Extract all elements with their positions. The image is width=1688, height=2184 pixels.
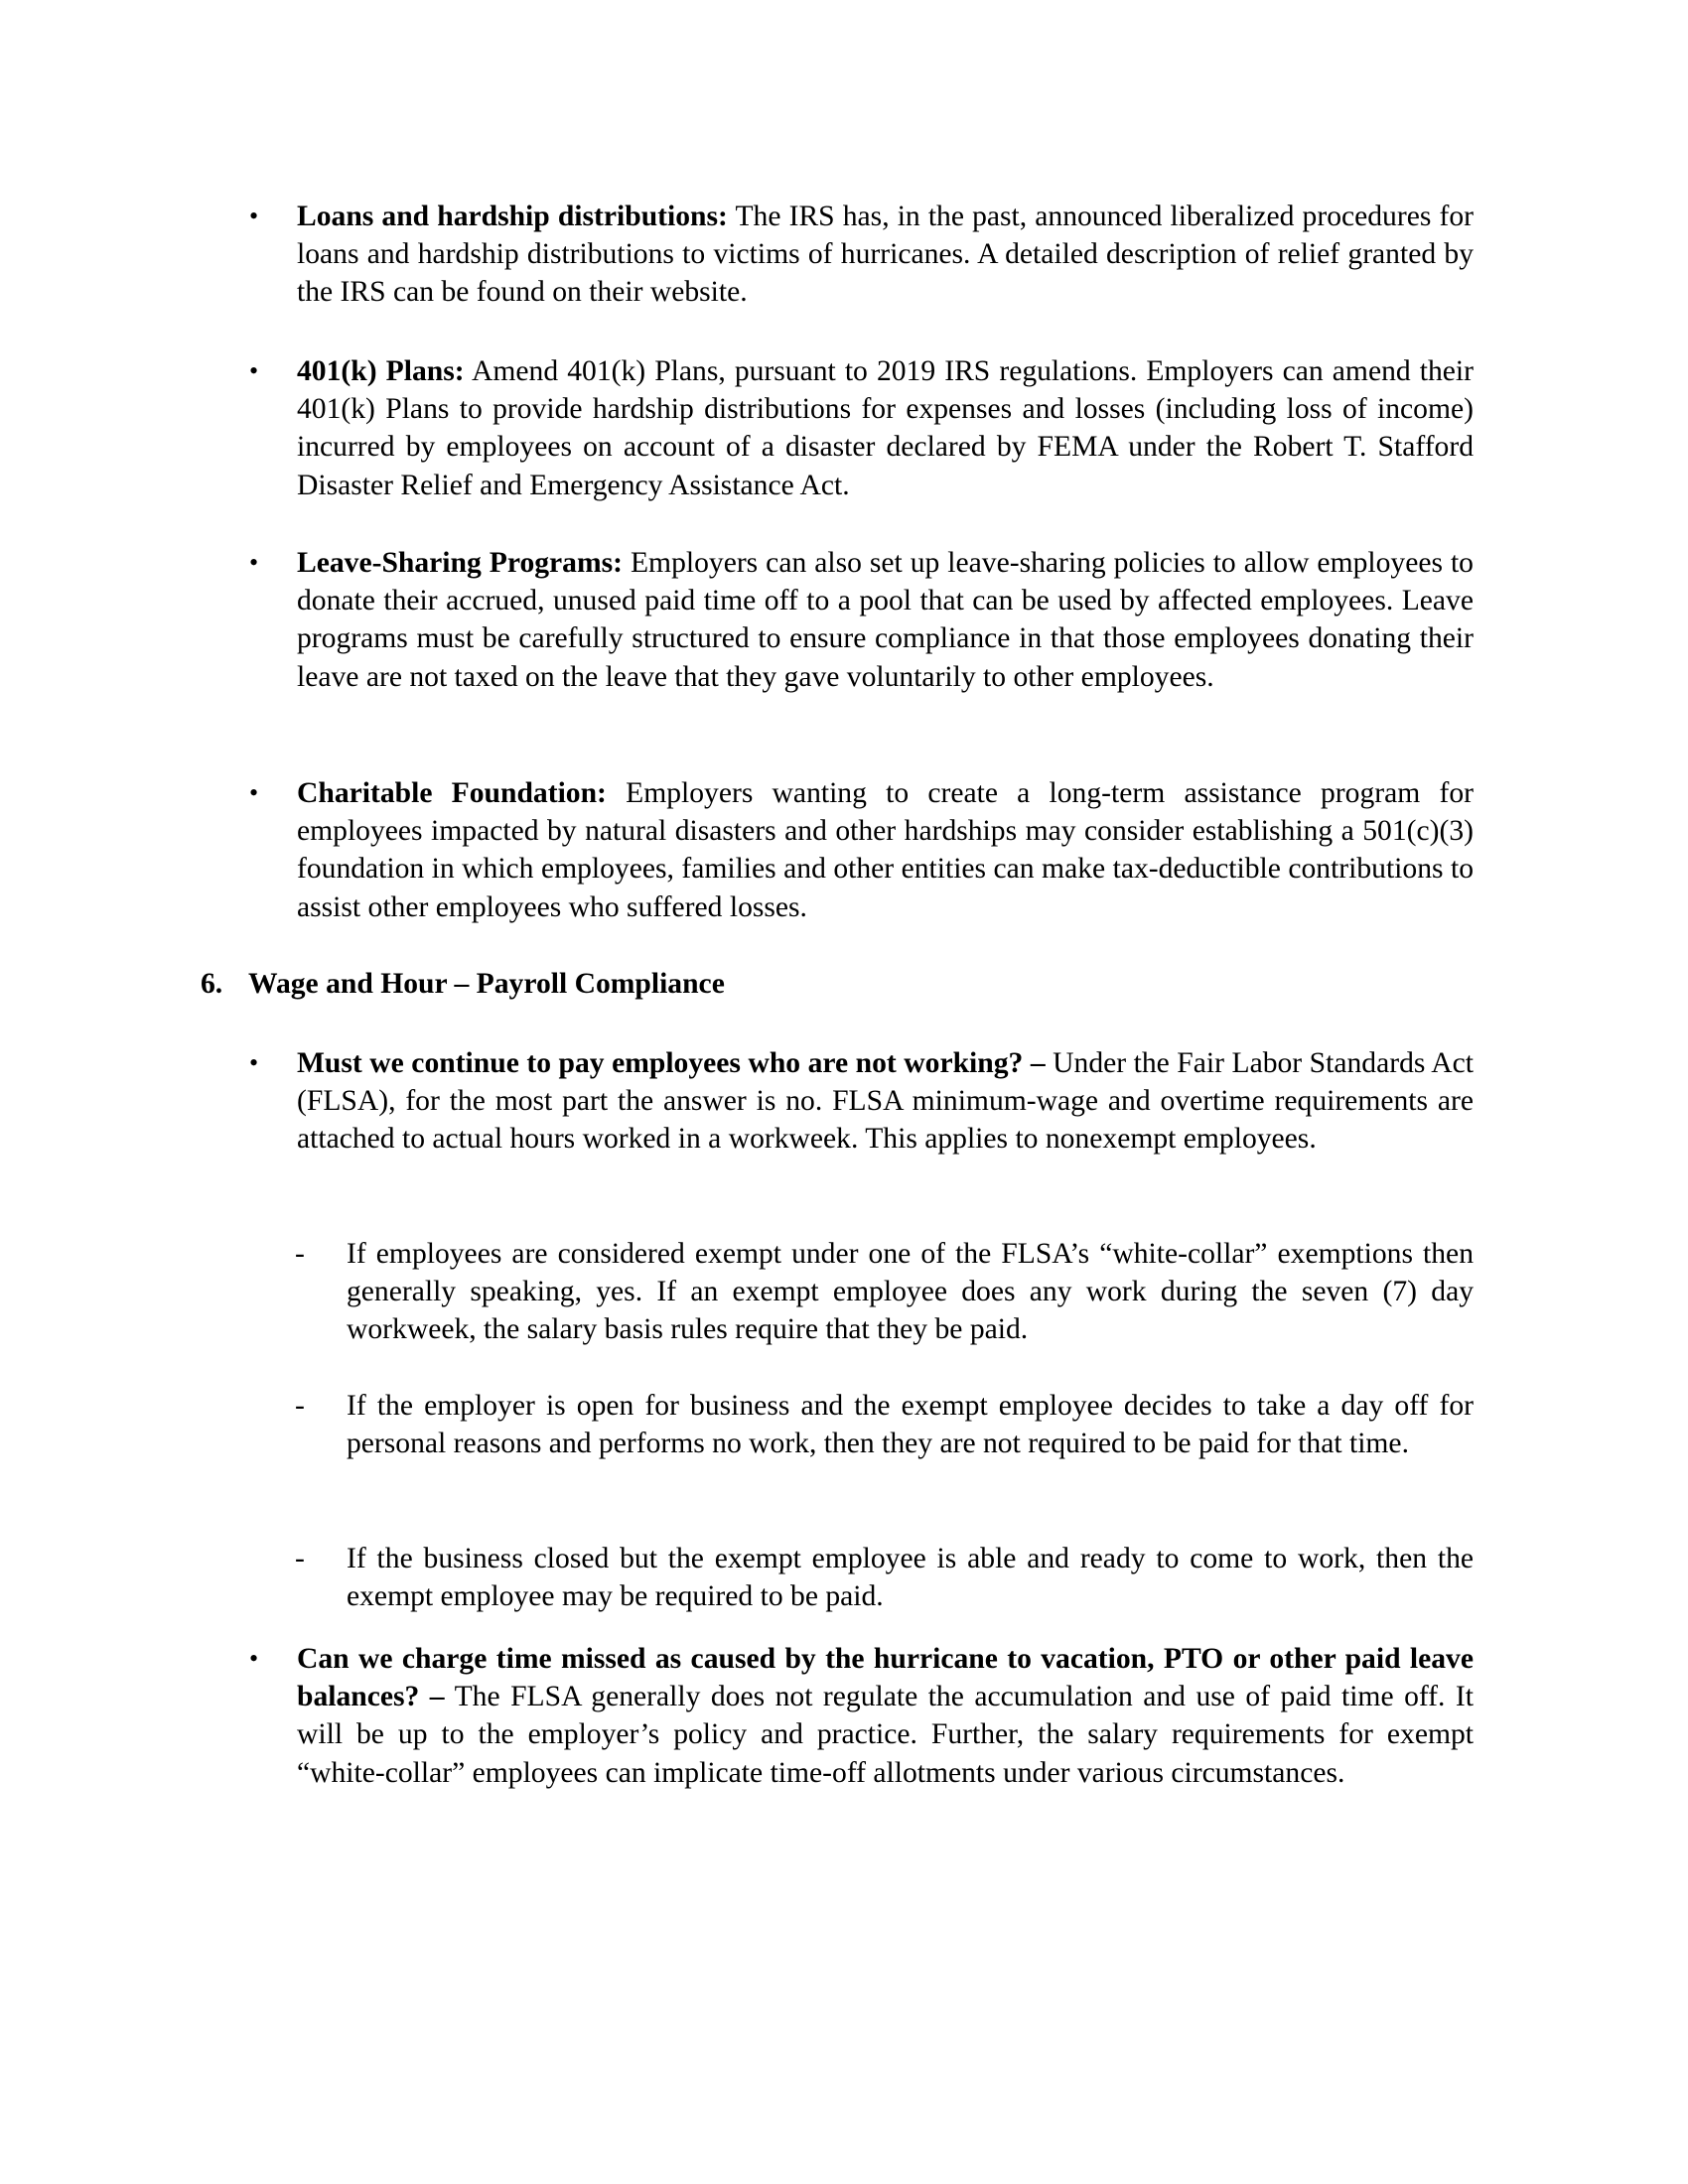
bullet-marker: • xyxy=(249,1644,259,1673)
bullet-lead: 401(k) Plans: xyxy=(297,355,465,387)
sub-item-business-closed: If the business closed but the exempt employee is able and ready to come to work, then the exempt employee may be required to be paid. xyxy=(347,1543,1474,1613)
bullet-lead: Charitable Foundation: xyxy=(297,777,607,809)
bullet-text: Amend 401(k) Plans, pursuant to 2019 IRS regulations. Employers can amend their 401(k) Plans to provide hardship distributions for expenses and losses (including loss of income) incurred by employees on account of a disaster declared by FEMA under the Robert T. Stafford Disaster Relief and Emergency Assistance Act. xyxy=(297,355,1474,501)
bullet-text: Employers wanting to create a long-term assistance program for employees impacted by natural disasters and other hardships may consider establishing a 501(c)(3) foundation in which employees, families and other entities can make tax-deductible contributions to assist other employees who suffered losses. xyxy=(297,777,1474,923)
bullet-item-leave-sharing xyxy=(297,544,1474,696)
section-title: Wage and Hour – Payroll Compliance xyxy=(248,968,725,1000)
bullet-item-pay-not-working xyxy=(297,1044,1474,1159)
bullet-text: The IRS has, in the past, announced liberalized procedures for loans and hardship distributions to victims of hurricanes. A detailed description of relief granted by the IRS can be found on their website. xyxy=(297,201,1474,309)
bullet-lead: Leave-Sharing Programs: xyxy=(297,547,623,579)
bullet-marker: • xyxy=(249,1048,259,1077)
dash-marker: - xyxy=(295,1543,305,1574)
bullet-lead: Loans and hardship distributions: xyxy=(297,201,728,232)
bullet-marker: • xyxy=(249,778,259,807)
bullet-marker: • xyxy=(249,202,259,230)
dash-marker: - xyxy=(295,1238,305,1270)
bullet-item-loans xyxy=(297,198,1474,312)
bullet-lead: Can we charge time missed as caused by the hurricane to vacation, PTO or other paid leave balances? – xyxy=(297,1643,1474,1713)
bullet-lead: Must we continue to pay employees who are not working? – xyxy=(297,1047,1046,1079)
sub-item-day-off: If the employer is open for business and the exempt employee decides to take a day off for personal reasons and performs no work, then they are not required to be paid for that time. xyxy=(347,1390,1474,1460)
bullet-marker: • xyxy=(249,356,259,385)
dash-marker: - xyxy=(295,1390,305,1422)
bullet-marker: • xyxy=(249,548,259,577)
bullet-item-charitable-foundation xyxy=(297,774,1474,926)
sub-item-exempt: If employees are considered exempt under one of the FLSA’s “white-collar” exemptions then generally speaking, yes. If an exempt employee does any work during the seven (7) day workweek, the salary basis rules require that they be paid. xyxy=(347,1238,1474,1346)
bullet-text: Under the Fair Labor Standards Act (FLSA), for the most part the answer is no. FLSA minimum-wage and overtime requirements are attached to actual hours worked in a workweek. This applies to nonexempt employees. xyxy=(297,1047,1474,1156)
section-number: 6. xyxy=(201,968,223,1000)
bullet-item-401k xyxy=(297,352,1474,504)
bullet-text: Employers can also set up leave-sharing policies to allow employees to donate their accrued, unused paid time off to a pool that can be used by affected employees. Leave programs must be carefully structured to ensure compliance in that those employees donating their leave are not taxed on the leave that they gave voluntarily to other employees. xyxy=(297,547,1474,693)
bullet-item-charge-time-missed xyxy=(297,1640,1474,1792)
bullet-text: The FLSA generally does not regulate the accumulation and use of paid time off. It will be up to the employer’s policy and practice. Further, the salary requirements for exempt “white-collar” employees can implicate time-off allotments under various circumstances. xyxy=(297,1681,1475,1789)
